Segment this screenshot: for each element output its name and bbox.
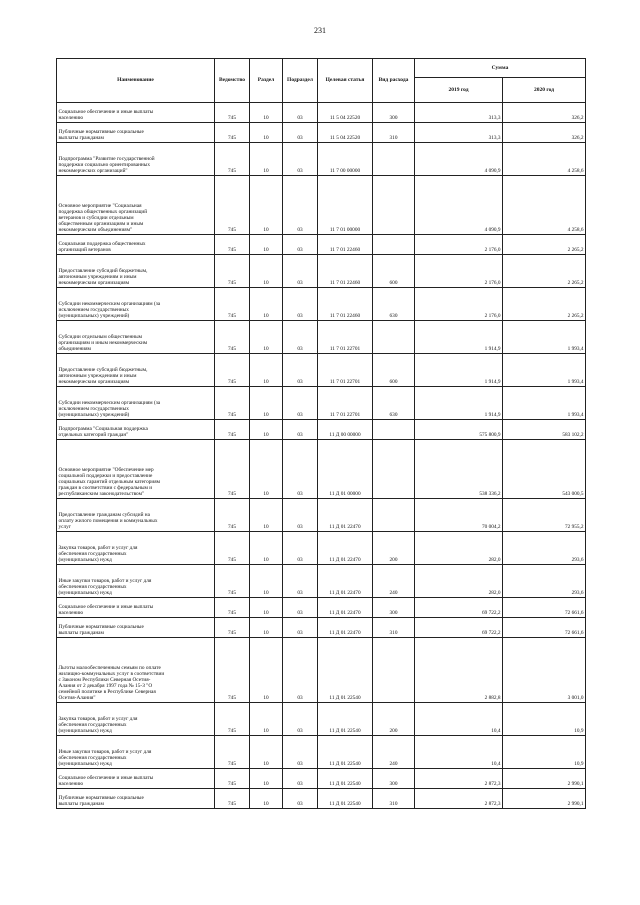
cell-amount-2020: 72 661,6 — [503, 618, 586, 638]
cell-amount-2020: 1 993,4 — [503, 354, 586, 387]
cell-expense-type — [373, 638, 415, 703]
cell-expense-type: 300 — [373, 103, 415, 123]
table-row — [57, 703, 586, 736]
table-row — [57, 143, 586, 176]
cell-name: Публичные нормативные социальные выплаты гражданам — [57, 789, 215, 809]
cell-amount-2019: 2 176,0 — [415, 235, 503, 255]
cell-ministry: 745 — [215, 103, 250, 123]
table-row — [57, 321, 586, 354]
cell-name: Иные закупки товаров, работ и услуг для обеспечения государственных (муниципальных) нужд — [57, 565, 215, 598]
cell-target-article: 11 5 04 22520 — [318, 103, 373, 123]
cell-target-article: 11 Д 01 22540 — [318, 703, 373, 736]
cell-amount-2019: 1 914,9 — [415, 321, 503, 354]
cell-section: 10 — [250, 499, 283, 532]
table-row — [57, 387, 586, 420]
cell-target-article: 11 Д 01 22540 — [318, 769, 373, 789]
cell-name: Иные закупки товаров, работ и услуг для обеспечения государственных (муниципальных) нужд — [57, 736, 215, 769]
cell-amount-2019: 1 914,9 — [415, 387, 503, 420]
cell-target-article: 11 Д 01 22470 — [318, 598, 373, 618]
cell-amount-2019: 2 872,3 — [415, 769, 503, 789]
cell-name: Основное мероприятие "Социальная поддержка общественных организаций ветеранов и субсидии отдельным общественным организациям и иным некоммерческим объединениям" — [57, 176, 215, 235]
cell-ministry: 745 — [215, 565, 250, 598]
cell-subsection: 03 — [283, 420, 318, 440]
cell-expense-type: 600 — [373, 255, 415, 288]
cell-target-article: 11 Д 01 22540 — [318, 789, 373, 809]
header-year-2019: 2019 год — [415, 78, 503, 103]
table-row — [57, 532, 586, 565]
cell-expense-type: 630 — [373, 387, 415, 420]
table-row — [57, 789, 586, 809]
cell-expense-type: 300 — [373, 598, 415, 618]
cell-target-article: 11 Д 01 22470 — [318, 565, 373, 598]
cell-subsection: 03 — [283, 638, 318, 703]
cell-target-article: 11 Д 01 00000 — [318, 440, 373, 499]
cell-section: 10 — [250, 638, 283, 703]
cell-target-article: 11 5 04 22520 — [318, 123, 373, 143]
cell-name: Субсидии некоммерческим организациям (за исключением государственных (муниципальных) учреждений) — [57, 387, 215, 420]
cell-subsection: 03 — [283, 565, 318, 598]
table-row — [57, 638, 586, 703]
cell-name: Субсидии некоммерческим организациям (за исключением государственных (муниципальных) учреждений) — [57, 288, 215, 321]
cell-name: Социальное обеспечение и иные выплаты населению — [57, 103, 215, 123]
cell-section: 10 — [250, 255, 283, 288]
cell-ministry: 745 — [215, 143, 250, 176]
cell-amount-2019: 313,3 — [415, 123, 503, 143]
cell-ministry: 745 — [215, 420, 250, 440]
cell-name: Социальная поддержка общественных организаций ветеранов — [57, 235, 215, 255]
cell-target-article: 11 7 01 22701 — [318, 321, 373, 354]
cell-target-article: 11 Д 01 22470 — [318, 532, 373, 565]
cell-section: 10 — [250, 321, 283, 354]
cell-expense-type — [373, 143, 415, 176]
table-row — [57, 736, 586, 769]
cell-target-article: 11 7 01 22701 — [318, 354, 373, 387]
cell-amount-2020: 2 265,2 — [503, 255, 586, 288]
cell-expense-type — [373, 321, 415, 354]
cell-expense-type — [373, 176, 415, 235]
cell-name: Льготы малообеспеченным семьям по оплате жилищно-коммунальных услуг в соответствии с Законом Республики Северная Осетия- Алания от 2 декабря 1997 года № 15-З "О семейной политике в Республике Северная Осетия-Алания" — [57, 638, 215, 703]
cell-amount-2019: 282,0 — [415, 532, 503, 565]
cell-ministry: 745 — [215, 499, 250, 532]
table-row — [57, 499, 586, 532]
cell-section: 10 — [250, 143, 283, 176]
table-row — [57, 255, 586, 288]
page-number: 231 — [314, 26, 326, 35]
table-body — [57, 103, 586, 809]
cell-target-article: 11 Д 00 00000 — [318, 420, 373, 440]
budget-table — [56, 58, 586, 809]
cell-expense-type: 240 — [373, 736, 415, 769]
cell-subsection: 03 — [283, 288, 318, 321]
cell-subsection: 03 — [283, 235, 318, 255]
cell-amount-2019: 2 882,8 — [415, 638, 503, 703]
table-row — [57, 769, 586, 789]
cell-subsection: 03 — [283, 255, 318, 288]
table-row — [57, 420, 586, 440]
cell-subsection: 03 — [283, 440, 318, 499]
cell-ministry: 745 — [215, 703, 250, 736]
cell-subsection: 03 — [283, 703, 318, 736]
cell-amount-2020: 326,2 — [503, 103, 586, 123]
cell-name: Подпрограмма "Развитие государственной поддержки социально ориентированных некоммерческих организаций" — [57, 143, 215, 176]
cell-amount-2020: 3 001,0 — [503, 638, 586, 703]
cell-section: 10 — [250, 420, 283, 440]
cell-target-article: 11 7 00 00000 — [318, 143, 373, 176]
cell-amount-2020: 2 990,1 — [503, 789, 586, 809]
cell-ministry: 745 — [215, 638, 250, 703]
cell-amount-2020: 2 990,1 — [503, 769, 586, 789]
cell-name: Публичные нормативные социальные выплаты гражданам — [57, 618, 215, 638]
header-sum: Сумма — [415, 59, 586, 78]
header-ministry: Ведомство — [215, 59, 250, 103]
cell-ministry: 745 — [215, 255, 250, 288]
table-row — [57, 176, 586, 235]
cell-amount-2020: 4 258,6 — [503, 176, 586, 235]
cell-amount-2020: 2 265,2 — [503, 235, 586, 255]
cell-expense-type: 600 — [373, 354, 415, 387]
cell-expense-type — [373, 499, 415, 532]
cell-subsection: 03 — [283, 532, 318, 565]
cell-amount-2019: 10,4 — [415, 736, 503, 769]
cell-section: 10 — [250, 565, 283, 598]
cell-name: Подпрограмма "Социальная поддержка отдельных категорий граждан" — [57, 420, 215, 440]
cell-amount-2020: 1 993,4 — [503, 321, 586, 354]
cell-amount-2019: 538 336,2 — [415, 440, 503, 499]
cell-ministry: 745 — [215, 387, 250, 420]
cell-ministry: 745 — [215, 598, 250, 618]
cell-section: 10 — [250, 532, 283, 565]
cell-amount-2020: 583 102,2 — [503, 420, 586, 440]
cell-ministry: 745 — [215, 288, 250, 321]
cell-target-article: 11 7 01 22460 — [318, 235, 373, 255]
cell-ministry: 745 — [215, 736, 250, 769]
cell-section: 10 — [250, 703, 283, 736]
cell-subsection: 03 — [283, 618, 318, 638]
table-row — [57, 288, 586, 321]
cell-name: Закупка товаров, работ и услуг для обеспечения государственных (муниципальных) нужд — [57, 703, 215, 736]
cell-expense-type: 310 — [373, 123, 415, 143]
cell-target-article: 11 7 01 22460 — [318, 288, 373, 321]
cell-amount-2020: 293,6 — [503, 565, 586, 598]
cell-section: 10 — [250, 288, 283, 321]
cell-name: Социальное обеспечение и иные выплаты населению — [57, 769, 215, 789]
cell-ministry: 745 — [215, 176, 250, 235]
cell-amount-2020: 543 000,5 — [503, 440, 586, 499]
cell-ministry: 745 — [215, 123, 250, 143]
cell-amount-2019: 1 914,9 — [415, 354, 503, 387]
cell-name: Предоставление субсидий бюджетным, автономным учреждениям и иным некоммерческим организациям — [57, 354, 215, 387]
cell-expense-type — [373, 420, 415, 440]
cell-amount-2020: 326,2 — [503, 123, 586, 143]
cell-section: 10 — [250, 440, 283, 499]
cell-amount-2019: 575 800,9 — [415, 420, 503, 440]
cell-amount-2019: 10,4 — [415, 703, 503, 736]
cell-subsection: 03 — [283, 103, 318, 123]
cell-expense-type: 310 — [373, 789, 415, 809]
cell-subsection: 03 — [283, 387, 318, 420]
cell-name: Социальное обеспечение и иные выплаты населению — [57, 598, 215, 618]
table-row — [57, 598, 586, 618]
cell-amount-2019: 69 722,2 — [415, 598, 503, 618]
cell-name: Субсидии отдельным общественным организациям и иным некоммерческим объединениям — [57, 321, 215, 354]
cell-expense-type: 300 — [373, 769, 415, 789]
cell-target-article: 11 7 01 00000 — [318, 176, 373, 235]
table-row — [57, 123, 586, 143]
cell-target-article: 11 Д 01 22470 — [318, 499, 373, 532]
header-subsection: Подраздел — [283, 59, 318, 103]
cell-subsection: 03 — [283, 789, 318, 809]
cell-amount-2020: 1 993,4 — [503, 387, 586, 420]
cell-ministry: 745 — [215, 789, 250, 809]
cell-name: Публичные нормативные социальные выплаты гражданам — [57, 123, 215, 143]
cell-amount-2019: 70 004,2 — [415, 499, 503, 532]
cell-amount-2019: 2 872,3 — [415, 789, 503, 809]
cell-amount-2019: 282,0 — [415, 565, 503, 598]
table-row — [57, 440, 586, 499]
cell-target-article: 11 Д 01 22470 — [318, 618, 373, 638]
cell-target-article: 11 Д 01 22540 — [318, 736, 373, 769]
cell-amount-2020: 10,9 — [503, 736, 586, 769]
cell-section: 10 — [250, 618, 283, 638]
cell-ministry: 745 — [215, 354, 250, 387]
cell-section: 10 — [250, 176, 283, 235]
cell-amount-2019: 2 176,0 — [415, 255, 503, 288]
table-row — [57, 235, 586, 255]
cell-expense-type — [373, 235, 415, 255]
table-row — [57, 354, 586, 387]
cell-subsection: 03 — [283, 598, 318, 618]
cell-name: Предоставление субсидий бюджетным, автономным учреждениям и иным некоммерческим организациям — [57, 255, 215, 288]
cell-expense-type — [373, 440, 415, 499]
cell-subsection: 03 — [283, 123, 318, 143]
cell-ministry: 745 — [215, 321, 250, 354]
cell-ministry: 745 — [215, 618, 250, 638]
cell-name: Закупка товаров, работ и услуг для обеспечения государственных (муниципальных) нужд — [57, 532, 215, 565]
cell-section: 10 — [250, 235, 283, 255]
header-target-article: Целевая статья — [318, 59, 373, 103]
cell-section: 10 — [250, 387, 283, 420]
cell-ministry: 745 — [215, 769, 250, 789]
cell-expense-type: 200 — [373, 703, 415, 736]
header-year-2020: 2020 год — [503, 78, 586, 103]
cell-name: Предоставление гражданам субсидий на оплату жилого помещения и коммунальных услуг — [57, 499, 215, 532]
cell-subsection: 03 — [283, 354, 318, 387]
cell-section: 10 — [250, 736, 283, 769]
cell-amount-2019: 2 176,0 — [415, 288, 503, 321]
cell-section: 10 — [250, 769, 283, 789]
cell-subsection: 03 — [283, 769, 318, 789]
header-section: Раздел — [250, 59, 283, 103]
cell-amount-2019: 4 090,9 — [415, 176, 503, 235]
cell-expense-type: 310 — [373, 618, 415, 638]
cell-amount-2020: 72 661,6 — [503, 598, 586, 618]
cell-ministry: 745 — [215, 235, 250, 255]
cell-target-article: 11 Д 01 22540 — [318, 638, 373, 703]
cell-amount-2019: 69 722,2 — [415, 618, 503, 638]
header-name: Наименование — [57, 59, 215, 103]
cell-subsection: 03 — [283, 499, 318, 532]
cell-expense-type: 240 — [373, 565, 415, 598]
cell-amount-2020: 4 258,6 — [503, 143, 586, 176]
cell-subsection: 03 — [283, 143, 318, 176]
cell-section: 10 — [250, 354, 283, 387]
cell-amount-2020: 72 955,2 — [503, 499, 586, 532]
cell-subsection: 03 — [283, 321, 318, 354]
cell-section: 10 — [250, 123, 283, 143]
table-row — [57, 565, 586, 598]
table-row — [57, 103, 586, 123]
cell-amount-2020: 2 265,2 — [503, 288, 586, 321]
cell-expense-type: 200 — [373, 532, 415, 565]
cell-expense-type: 630 — [373, 288, 415, 321]
table-row — [57, 618, 586, 638]
cell-name: Основное мероприятие "Обеспечение мер социальной поддержки и предоставление социальных гарантий отдельным категориям граждан в соответствии с федеральным и республиканским законодательством" — [57, 440, 215, 499]
cell-ministry: 745 — [215, 532, 250, 565]
header-expense-type: Вид расхода — [373, 59, 415, 103]
cell-subsection: 03 — [283, 736, 318, 769]
cell-amount-2020: 293,6 — [503, 532, 586, 565]
cell-subsection: 03 — [283, 176, 318, 235]
cell-amount-2019: 4 090,9 — [415, 143, 503, 176]
cell-target-article: 11 7 01 22460 — [318, 255, 373, 288]
cell-amount-2020: 10,9 — [503, 703, 586, 736]
cell-section: 10 — [250, 598, 283, 618]
cell-target-article: 11 7 01 22701 — [318, 387, 373, 420]
cell-amount-2019: 313,3 — [415, 103, 503, 123]
cell-section: 10 — [250, 789, 283, 809]
cell-ministry: 745 — [215, 440, 250, 499]
cell-section: 10 — [250, 103, 283, 123]
